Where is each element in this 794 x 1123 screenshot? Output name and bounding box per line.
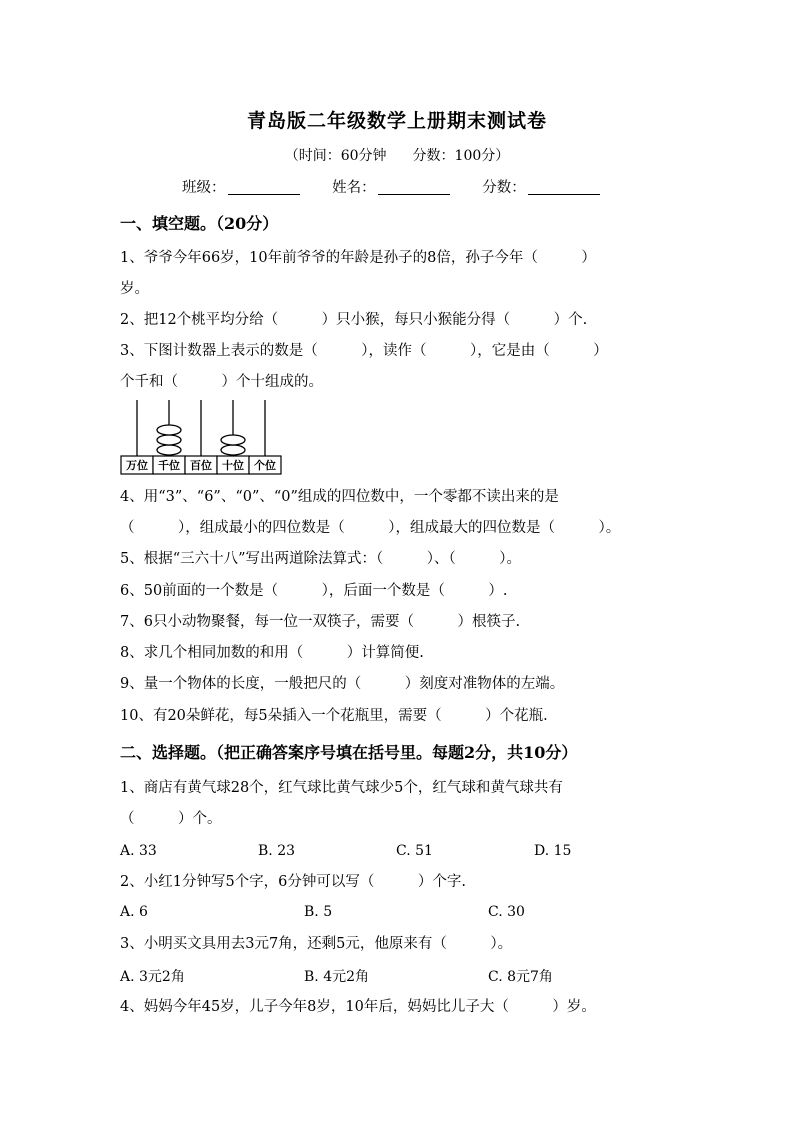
option-c[interactable]: C. 51 (396, 843, 433, 859)
option-a[interactable]: A. 6 (120, 904, 148, 920)
option-b[interactable]: B. 5 (304, 904, 333, 920)
option-a[interactable]: A. 33 (120, 843, 157, 859)
question-line: 4、用“3”、“6”、“0”、“0”组成的四位数中，一个零都不读出来的是 (120, 489, 559, 505)
option-a[interactable]: A. 3元2角 (120, 969, 185, 985)
question-line: 5、根据“三六十八”写出两道除法算式：（ ）、（ ）。 (120, 551, 522, 567)
abacus-figure (120, 398, 286, 476)
time-info: （时间：60分钟 (284, 148, 387, 164)
question-line: 1、爷爷今年66岁，10年前爷爷的年龄是孙子的8倍，孙子今年（ ） (120, 250, 596, 266)
section-heading: 二、选择题。（把正确答案序号填在括号里。每题2分，共10分） (120, 743, 578, 762)
abacus-label: 十位 (222, 459, 244, 472)
abacus-bead (157, 435, 181, 445)
question-line: （ ），组成最小的四位数是（ ），组成最大的四位数是（ ）。 (120, 520, 621, 536)
question-line: 1、商店有黄气球28个，红气球比黄气球少5个，红气球和黄气球共有 (120, 780, 563, 796)
question-line: 9、量一个物体的长度，一般把尺的（ ）刻度对准物体的左端。 (120, 676, 565, 692)
options-row (120, 966, 680, 984)
question-line: 2、小红1分钟写5个字，6分钟可以写（ ）个字. (120, 874, 467, 890)
option-b[interactable]: B. 4元2角 (304, 969, 370, 985)
student-info (182, 176, 628, 197)
question-line: 8、求几个相同加数的和用（ ）计算简便. (120, 645, 424, 661)
section-heading: 一、填空题。（20分） (120, 214, 279, 233)
abacus-label: 个位 (254, 459, 276, 472)
score-info: 分数：100分） (412, 148, 510, 164)
question-line: 3、下图计数器上表示的数是（ ），读作（ ），它是由（ ） (120, 343, 608, 359)
question-line: 个千和（ ）个十组成的。 (120, 374, 323, 390)
options-row (120, 904, 680, 922)
option-b[interactable]: B. 23 (258, 843, 296, 859)
question-line: （ ）个。 (120, 811, 222, 827)
class-field: 班级： (182, 176, 300, 197)
question-line: 3、小明买文具用去3元7角，还剩5元，他原来有（ ）。 (120, 936, 513, 952)
class-blank[interactable] (228, 180, 300, 195)
options-row (120, 843, 680, 861)
question-line: 2、把12个桃平均分给（ ）只小猴，每只小猴能分得（ ）个. (120, 312, 588, 328)
page-title: 青岛版二年级数学上册期末测试卷 (246, 110, 547, 132)
abacus-bead (157, 445, 181, 455)
abacus-label: 万位 (126, 459, 148, 472)
option-d[interactable]: D. 15 (534, 843, 572, 859)
score-blank[interactable] (528, 180, 600, 195)
abacus-label: 千位 (158, 459, 180, 472)
question-line: 岁。 (120, 281, 149, 297)
option-c[interactable]: C. 30 (488, 904, 525, 920)
abacus-rods (137, 400, 265, 456)
name-field: 姓名： (332, 176, 450, 197)
option-c[interactable]: C. 8元7角 (488, 969, 553, 985)
abacus-bead (221, 435, 245, 445)
abacus-bead (221, 445, 245, 455)
question-line: 7、6只小动物聚餐，每一位一双筷子，需要（ ）根筷子. (120, 614, 521, 630)
score-field: 分数： (482, 176, 600, 197)
abacus-bead (157, 425, 181, 435)
question-line: 4、妈妈今年45岁，儿子今年8岁，10年后，妈妈比儿子大（ ）岁。 (120, 999, 596, 1015)
abacus-labels (121, 456, 281, 474)
subtitle (0, 145, 794, 165)
abacus-label: 百位 (190, 459, 212, 472)
name-blank[interactable] (378, 180, 450, 195)
question-line: 10、有20朵鲜花，每5朵插入一个花瓶里，需要（ ）个花瓶. (120, 708, 548, 724)
question-line: 6、50前面的一个数是（ ），后面一个数是（ ）. (120, 583, 508, 599)
